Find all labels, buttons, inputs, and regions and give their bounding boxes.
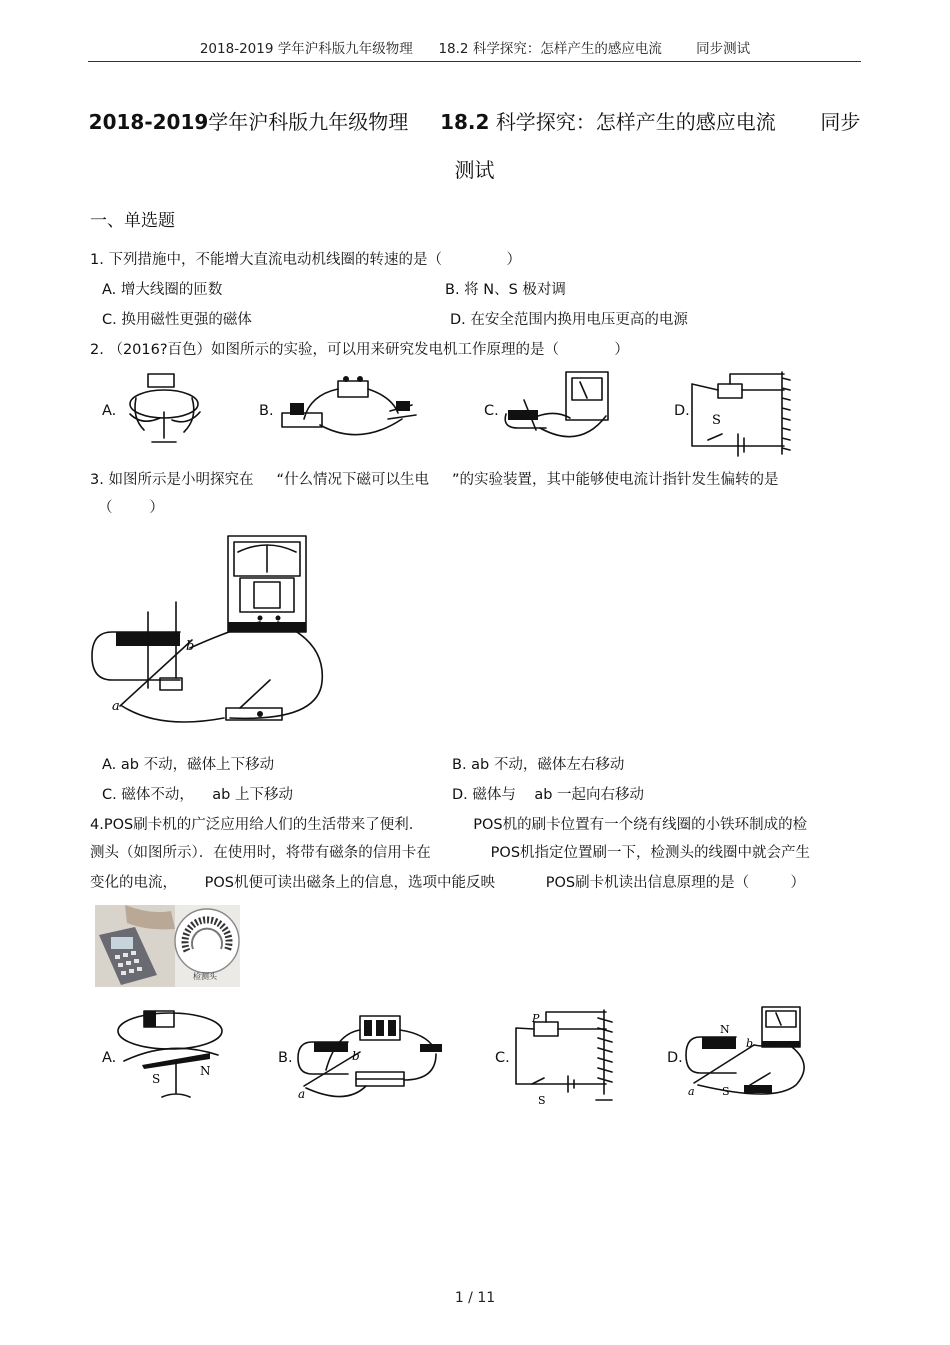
- q4-photo-caption: 检测头: [193, 972, 217, 981]
- q4-figure-d-s: S: [722, 1085, 730, 1098]
- running-header: 2018-2019 学年沪科版九年级物理 18.2 科学探究：怎样产生的感应电流 同步测试: [199, 41, 751, 57]
- q1-option-d[interactable]: D. 在安全范围内换用电压更高的电源: [450, 312, 688, 328]
- q2-label-a[interactable]: A.: [102, 403, 117, 419]
- title-topic: 科学探究：怎样产生的感应电流: [495, 110, 776, 134]
- q2-label-b[interactable]: B.: [259, 403, 274, 419]
- q4-label-d[interactable]: D.: [667, 1050, 683, 1066]
- q4-figure-b: [296, 1010, 446, 1110]
- q3-option-d[interactable]: D. 磁体与 ab 一起向右移动: [452, 787, 645, 803]
- q2-figure-a: [122, 368, 207, 450]
- q4-figure-b-a: a: [298, 1087, 306, 1101]
- title-year: 2018-2019: [88, 110, 209, 134]
- q2-label-d[interactable]: D.: [674, 403, 690, 419]
- q4-label-a[interactable]: A.: [102, 1050, 117, 1066]
- q4-figure-b-b: b: [352, 1049, 360, 1063]
- q4-figure-d: [684, 1005, 814, 1105]
- q4-figure-a: [118, 1005, 228, 1105]
- header-divider: [88, 61, 861, 62]
- title-course: 学年沪科版九年级物理: [208, 110, 409, 134]
- page-number: 1 / 11: [454, 1290, 496, 1306]
- q2-figure-d: [688, 368, 792, 456]
- q3-figure-label-b: b: [186, 639, 195, 654]
- section-heading: 一、单选题: [90, 211, 175, 231]
- q2-figure-d-switch-label: S: [712, 413, 721, 428]
- q1-option-a[interactable]: A. 增大线圈的匝数: [102, 282, 223, 298]
- q4-figure-a-n: N: [200, 1064, 211, 1078]
- q4-stem-line1: 4.POS刷卡机的广泛应用给人们的生活带来了便利. POS机的刷卡位置有一个绕有线圈的小铁环制成的检: [90, 817, 808, 833]
- q4-figure-a-s: S: [152, 1072, 161, 1086]
- q4-figure-d-a: a: [688, 1085, 695, 1098]
- q2-label-c[interactable]: C.: [484, 403, 499, 419]
- q3-figure: [90, 532, 330, 732]
- title-section-number: 18.2: [440, 110, 490, 134]
- q2-figure-b: [280, 375, 420, 447]
- q3-figure-label-a: a: [112, 699, 120, 714]
- q1-option-c[interactable]: C. 换用磁性更强的磁体: [102, 312, 252, 328]
- q4-figure-c-p: P: [532, 1012, 540, 1025]
- q3-option-a[interactable]: A. ab 不动，磁体上下移动: [102, 757, 275, 773]
- q4-figure-d-n: N: [720, 1023, 730, 1036]
- q4-label-b[interactable]: B.: [278, 1050, 293, 1066]
- q4-figure-c-s: S: [538, 1094, 546, 1107]
- q4-stem-line3: 变化的电流， POS机便可读出磁条上的信息，选项中能反映 POS刷卡机读出信息原理的是（ ）: [90, 875, 806, 891]
- q3-option-c[interactable]: C. 磁体不动， ab 上下移动: [102, 787, 293, 803]
- q4-stem-line2: 测头（如图所示）．在使用时，将带有磁条的信用卡在 POS机指定位置刷一下，检测头的线圈中就会产生: [90, 845, 811, 861]
- page-title: [88, 106, 861, 135]
- q3-option-b[interactable]: B. ab 不动，磁体左右移动: [452, 757, 625, 773]
- q4-label-c[interactable]: C.: [495, 1050, 510, 1066]
- q2-figure-c: [500, 370, 612, 450]
- q3-stem-blank: （ ）: [98, 500, 164, 516]
- q4-pos-photo: [95, 905, 240, 987]
- q4-figure-d-b: b: [746, 1037, 754, 1050]
- q1-option-b[interactable]: B. 将 N、S 极对调: [445, 282, 566, 298]
- q2-stem: 2. （2016?百色）如图所示的实验，可以用来研究发电机工作原理的是（ ）: [90, 342, 629, 358]
- q4-figure-c: [512, 1008, 622, 1108]
- title-tail: 同步: [820, 110, 861, 134]
- q1-stem: 1. 下列措施中，不能增大直流电动机线圈的转速的是（ ）: [90, 252, 521, 268]
- q3-stem: 3. 如图所示是小明探究在 “什么情况下磁可以生电 ”的实验装置，其中能够使电流计指针发生偏转的是: [90, 472, 779, 488]
- page-title-line2: 测试: [454, 158, 495, 182]
